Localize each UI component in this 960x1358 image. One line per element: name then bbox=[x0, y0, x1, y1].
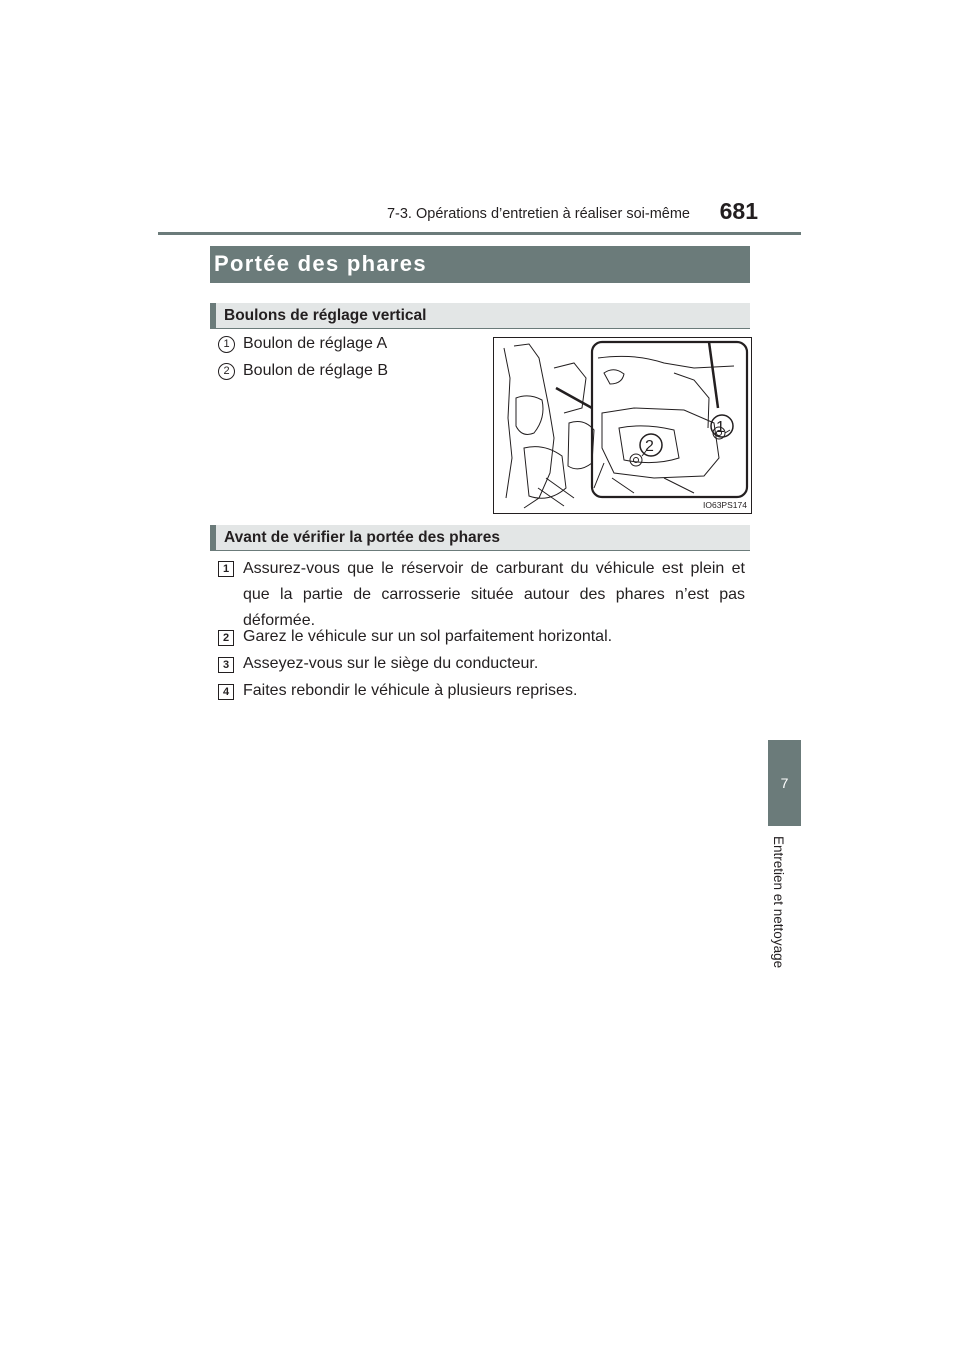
step-text-3: Asseyez-vous sur le siège du conducteur. bbox=[243, 655, 539, 672]
figure-callout-2: 2 bbox=[645, 438, 654, 455]
item-number-1: 1 bbox=[218, 336, 235, 353]
page-number: 681 bbox=[719, 198, 758, 224]
header-rule bbox=[158, 232, 801, 235]
subheading-before-check: Avant de vérifier la portée des phares bbox=[224, 529, 500, 546]
item-number-2: 2 bbox=[218, 363, 235, 380]
bolt-label-b: Boulon de réglage B bbox=[243, 362, 388, 379]
step-number-3: 3 bbox=[218, 657, 234, 673]
chapter-label: Entretien et nettoyage bbox=[771, 836, 786, 969]
page-title: Portée des phares bbox=[214, 251, 427, 276]
engine-bay-illustration bbox=[494, 338, 751, 513]
engine-bay-figure bbox=[493, 337, 752, 514]
step-number-2: 2 bbox=[218, 630, 234, 646]
running-header-section: 7-3. Opérations d’entretien à réaliser soi-même bbox=[386, 206, 690, 222]
step-number-4: 4 bbox=[218, 684, 234, 700]
step-number-1: 1 bbox=[218, 561, 234, 577]
step-text-1: Assurez-vous que le réservoir de carburant du véhicule est plein et que la partie de carrosserie située autour des phares n’est pas déformée. bbox=[243, 560, 745, 629]
bolt-label-a: Boulon de réglage A bbox=[243, 335, 388, 352]
step-text-4: Faites rebondir le véhicule à plusieurs reprises. bbox=[243, 682, 578, 699]
chapter-tab bbox=[768, 740, 801, 826]
figure-callout-1: 1 bbox=[716, 419, 725, 436]
figure-code: IO63PS174 bbox=[703, 500, 747, 510]
subheading-vertical-bolts: Boulons de réglage vertical bbox=[224, 307, 427, 324]
step-text-2: Garez le véhicule sur un sol parfaitement horizontal. bbox=[243, 628, 613, 645]
chapter-number: 7 bbox=[780, 775, 789, 791]
